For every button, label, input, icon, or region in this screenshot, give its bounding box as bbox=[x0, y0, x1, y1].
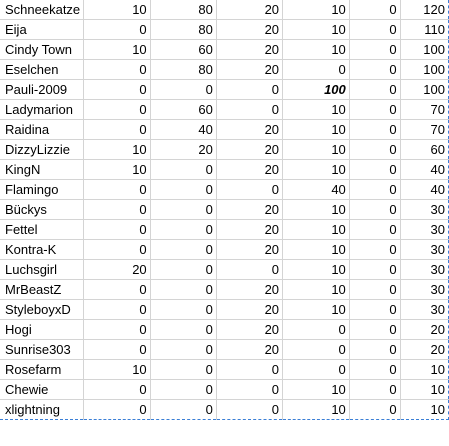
cell-value[interactable]: 20 bbox=[216, 199, 282, 219]
cell-name[interactable]: StyleboyxD bbox=[0, 299, 84, 319]
cell-value[interactable]: 0 bbox=[349, 0, 400, 19]
cell-value[interactable]: 0 bbox=[216, 179, 282, 199]
table-row bbox=[0, 239, 449, 259]
cell-total[interactable]: 20 bbox=[400, 339, 448, 359]
cell-value[interactable]: 0 bbox=[349, 59, 400, 79]
cell-value[interactable]: 0 bbox=[84, 79, 150, 99]
cell-value[interactable]: 10 bbox=[283, 259, 350, 279]
cell-value[interactable]: 10 bbox=[283, 219, 350, 239]
cell-value[interactable]: 10 bbox=[283, 0, 350, 19]
cell-value[interactable]: 10 bbox=[283, 199, 350, 219]
cell-value[interactable]: 10 bbox=[283, 99, 350, 119]
cell-value[interactable]: 40 bbox=[283, 179, 350, 199]
cell-value[interactable]: 0 bbox=[349, 299, 400, 319]
cell-value[interactable]: 20 bbox=[216, 19, 282, 39]
cell-value[interactable]: 80 bbox=[150, 59, 216, 79]
cell-value[interactable]: 20 bbox=[216, 219, 282, 239]
cell-name[interactable]: DizzyLizzie bbox=[0, 139, 84, 159]
table-row bbox=[0, 119, 449, 139]
cell-value[interactable]: 0 bbox=[150, 199, 216, 219]
cell-value[interactable]: 10 bbox=[283, 139, 350, 159]
cell-value[interactable]: 0 bbox=[84, 19, 150, 39]
cell-value[interactable]: 0 bbox=[349, 159, 400, 179]
cell-value[interactable]: 0 bbox=[349, 79, 400, 99]
cell-value[interactable]: 20 bbox=[216, 39, 282, 59]
cell-value[interactable]: 10 bbox=[84, 39, 150, 59]
cell-name[interactable]: KingN bbox=[0, 159, 84, 179]
cell-total[interactable]: 100 bbox=[400, 59, 448, 79]
cell-value[interactable]: 0 bbox=[150, 339, 216, 359]
cell-value[interactable]: 0 bbox=[349, 339, 400, 359]
cell-total[interactable]: 30 bbox=[400, 259, 448, 279]
cell-value[interactable]: 0 bbox=[349, 179, 400, 199]
cell-total[interactable]: 10 bbox=[400, 399, 448, 419]
cell-value[interactable]: 0 bbox=[283, 319, 350, 339]
table-row bbox=[0, 279, 449, 299]
cell-value[interactable]: 0 bbox=[349, 139, 400, 159]
cell-name[interactable]: Raidina bbox=[0, 119, 84, 139]
cell-value[interactable]: 0 bbox=[349, 319, 400, 339]
cell-value[interactable]: 0 bbox=[349, 359, 400, 379]
cell-value[interactable]: 0 bbox=[84, 299, 150, 319]
table-row bbox=[0, 79, 449, 99]
cell-value[interactable]: 0 bbox=[216, 259, 282, 279]
cell-value[interactable]: 10 bbox=[283, 39, 350, 59]
cell-total[interactable]: 20 bbox=[400, 319, 448, 339]
cell-value[interactable]: 20 bbox=[216, 319, 282, 339]
cell-value[interactable]: 0 bbox=[150, 259, 216, 279]
cell-value[interactable]: 0 bbox=[283, 339, 350, 359]
cell-value[interactable]: 0 bbox=[216, 99, 282, 119]
cell-value[interactable]: 20 bbox=[216, 159, 282, 179]
cell-value[interactable]: 0 bbox=[349, 379, 400, 399]
cell-value[interactable]: 10 bbox=[84, 139, 150, 159]
cell-value[interactable]: 20 bbox=[216, 139, 282, 159]
cell-value[interactable]: 0 bbox=[84, 219, 150, 239]
cell-total[interactable]: 30 bbox=[400, 299, 448, 319]
table-row bbox=[0, 359, 449, 379]
cell-value[interactable]: 0 bbox=[84, 179, 150, 199]
cell-total[interactable]: 10 bbox=[400, 379, 448, 399]
cell-name[interactable]: Flamingo bbox=[0, 179, 84, 199]
table-row bbox=[0, 299, 449, 319]
cell-name[interactable]: xlightning bbox=[0, 399, 84, 419]
cell-value[interactable]: 0 bbox=[84, 279, 150, 299]
table-row bbox=[0, 219, 449, 239]
cell-value[interactable]: 0 bbox=[150, 239, 216, 259]
cell-total[interactable]: 30 bbox=[400, 199, 448, 219]
cell-value[interactable]: 0 bbox=[150, 159, 216, 179]
cell-value[interactable]: 0 bbox=[349, 119, 400, 139]
cell-total[interactable]: 100 bbox=[400, 79, 448, 99]
table-row bbox=[0, 19, 449, 39]
cell-value[interactable]: 0 bbox=[349, 259, 400, 279]
cell-value[interactable]: 20 bbox=[216, 119, 282, 139]
cell-name[interactable]: Eija bbox=[0, 19, 84, 39]
table-row bbox=[0, 99, 449, 119]
cell-value[interactable]: 60 bbox=[150, 99, 216, 119]
cell-value[interactable]: 0 bbox=[84, 199, 150, 219]
cell-value[interactable]: 20 bbox=[84, 259, 150, 279]
cell-value[interactable]: 0 bbox=[283, 359, 350, 379]
cell-value[interactable]: 10 bbox=[283, 299, 350, 319]
cell-value[interactable]: 0 bbox=[216, 379, 282, 399]
cell-value[interactable]: 0 bbox=[349, 219, 400, 239]
cell-name[interactable]: Chewie bbox=[0, 379, 84, 399]
cell-name[interactable]: Luchsgirl bbox=[0, 259, 84, 279]
cell-value[interactable]: 0 bbox=[150, 219, 216, 239]
table-row bbox=[0, 39, 449, 59]
cell-value-emphasized[interactable]: 100 bbox=[283, 79, 350, 99]
table-row bbox=[0, 319, 449, 339]
cell-value[interactable]: 0 bbox=[216, 399, 282, 419]
cell-value[interactable]: 80 bbox=[150, 19, 216, 39]
cell-value[interactable]: 0 bbox=[216, 359, 282, 379]
cell-value[interactable]: 0 bbox=[84, 119, 150, 139]
cell-value[interactable]: 20 bbox=[216, 239, 282, 259]
cell-total[interactable]: 30 bbox=[400, 239, 448, 259]
cell-value[interactable]: 0 bbox=[84, 339, 150, 359]
cell-name[interactable]: Cindy Town bbox=[0, 39, 84, 59]
cell-value[interactable]: 10 bbox=[283, 379, 350, 399]
cell-value[interactable]: 10 bbox=[283, 19, 350, 39]
cell-value[interactable]: 10 bbox=[283, 279, 350, 299]
cell-value[interactable]: 0 bbox=[84, 99, 150, 119]
cell-value[interactable]: 0 bbox=[349, 39, 400, 59]
cell-value[interactable]: 0 bbox=[349, 399, 400, 419]
cell-total[interactable]: 70 bbox=[400, 99, 448, 119]
cell-value[interactable]: 10 bbox=[84, 0, 150, 19]
cell-value[interactable]: 0 bbox=[150, 379, 216, 399]
cell-value[interactable]: 20 bbox=[216, 339, 282, 359]
cell-total[interactable]: 30 bbox=[400, 279, 448, 299]
cell-value[interactable]: 20 bbox=[216, 299, 282, 319]
cell-total[interactable]: 60 bbox=[400, 139, 448, 159]
cell-value[interactable]: 0 bbox=[349, 199, 400, 219]
cell-total[interactable]: 40 bbox=[400, 179, 448, 199]
cell-value[interactable]: 20 bbox=[216, 0, 282, 19]
cell-name[interactable]: Sunrise303 bbox=[0, 339, 84, 359]
cell-total[interactable]: 120 bbox=[400, 0, 448, 19]
cell-name[interactable]: Eselchen bbox=[0, 59, 84, 79]
cell-name[interactable]: Ladymarion bbox=[0, 99, 84, 119]
cell-value[interactable]: 0 bbox=[349, 99, 400, 119]
cell-value[interactable]: 0 bbox=[150, 299, 216, 319]
cell-total[interactable]: 70 bbox=[400, 119, 448, 139]
cell-name[interactable]: Bückys bbox=[0, 199, 84, 219]
cell-value[interactable]: 0 bbox=[150, 179, 216, 199]
table-row bbox=[0, 59, 449, 79]
cell-value[interactable]: 60 bbox=[150, 39, 216, 59]
cell-total[interactable]: 100 bbox=[400, 39, 448, 59]
cell-total[interactable]: 10 bbox=[400, 359, 448, 379]
table-row bbox=[0, 0, 449, 19]
table-row bbox=[0, 179, 449, 199]
cell-value[interactable]: 0 bbox=[283, 59, 350, 79]
cell-value[interactable]: 0 bbox=[150, 359, 216, 379]
table-row bbox=[0, 399, 449, 419]
cell-value[interactable]: 0 bbox=[216, 79, 282, 99]
table-row bbox=[0, 159, 449, 179]
cell-value[interactable]: 0 bbox=[150, 319, 216, 339]
cell-value[interactable]: 0 bbox=[84, 319, 150, 339]
cell-value[interactable]: 10 bbox=[84, 359, 150, 379]
table-row bbox=[0, 139, 449, 159]
cell-value[interactable]: 0 bbox=[84, 59, 150, 79]
cell-value[interactable]: 0 bbox=[349, 279, 400, 299]
cell-total[interactable]: 110 bbox=[400, 19, 448, 39]
table-row bbox=[0, 199, 449, 219]
cell-value[interactable]: 10 bbox=[283, 159, 350, 179]
cell-value[interactable]: 20 bbox=[150, 139, 216, 159]
cell-value[interactable]: 0 bbox=[150, 399, 216, 419]
table-row bbox=[0, 379, 449, 399]
cell-value[interactable]: 10 bbox=[283, 399, 350, 419]
cell-value[interactable]: 0 bbox=[84, 379, 150, 399]
cell-value[interactable]: 20 bbox=[216, 59, 282, 79]
cell-value[interactable]: 20 bbox=[216, 279, 282, 299]
cell-name[interactable]: Pauli-2009 bbox=[0, 79, 84, 99]
cell-value[interactable]: 0 bbox=[84, 399, 150, 419]
cell-value[interactable]: 80 bbox=[150, 0, 216, 19]
cell-value[interactable]: 0 bbox=[150, 279, 216, 299]
cell-name[interactable]: Schneekatze bbox=[0, 0, 84, 19]
cell-total[interactable]: 30 bbox=[400, 219, 448, 239]
table-row bbox=[0, 259, 449, 279]
cell-value[interactable]: 0 bbox=[150, 79, 216, 99]
cell-value[interactable]: 10 bbox=[283, 239, 350, 259]
cell-name[interactable]: Rosefarm bbox=[0, 359, 84, 379]
table-row bbox=[0, 339, 449, 359]
cell-value[interactable]: 40 bbox=[150, 119, 216, 139]
cell-value[interactable]: 10 bbox=[283, 119, 350, 139]
cell-value[interactable]: 0 bbox=[84, 239, 150, 259]
cell-value[interactable]: 10 bbox=[84, 159, 150, 179]
cell-value[interactable]: 0 bbox=[349, 239, 400, 259]
cell-name[interactable]: Fettel bbox=[0, 219, 84, 239]
cell-name[interactable]: Hogi bbox=[0, 319, 84, 339]
cell-name[interactable]: MrBeastZ bbox=[0, 279, 84, 299]
cell-name[interactable]: Kontra-K bbox=[0, 239, 84, 259]
cell-total[interactable]: 40 bbox=[400, 159, 448, 179]
cell-value[interactable]: 0 bbox=[349, 19, 400, 39]
